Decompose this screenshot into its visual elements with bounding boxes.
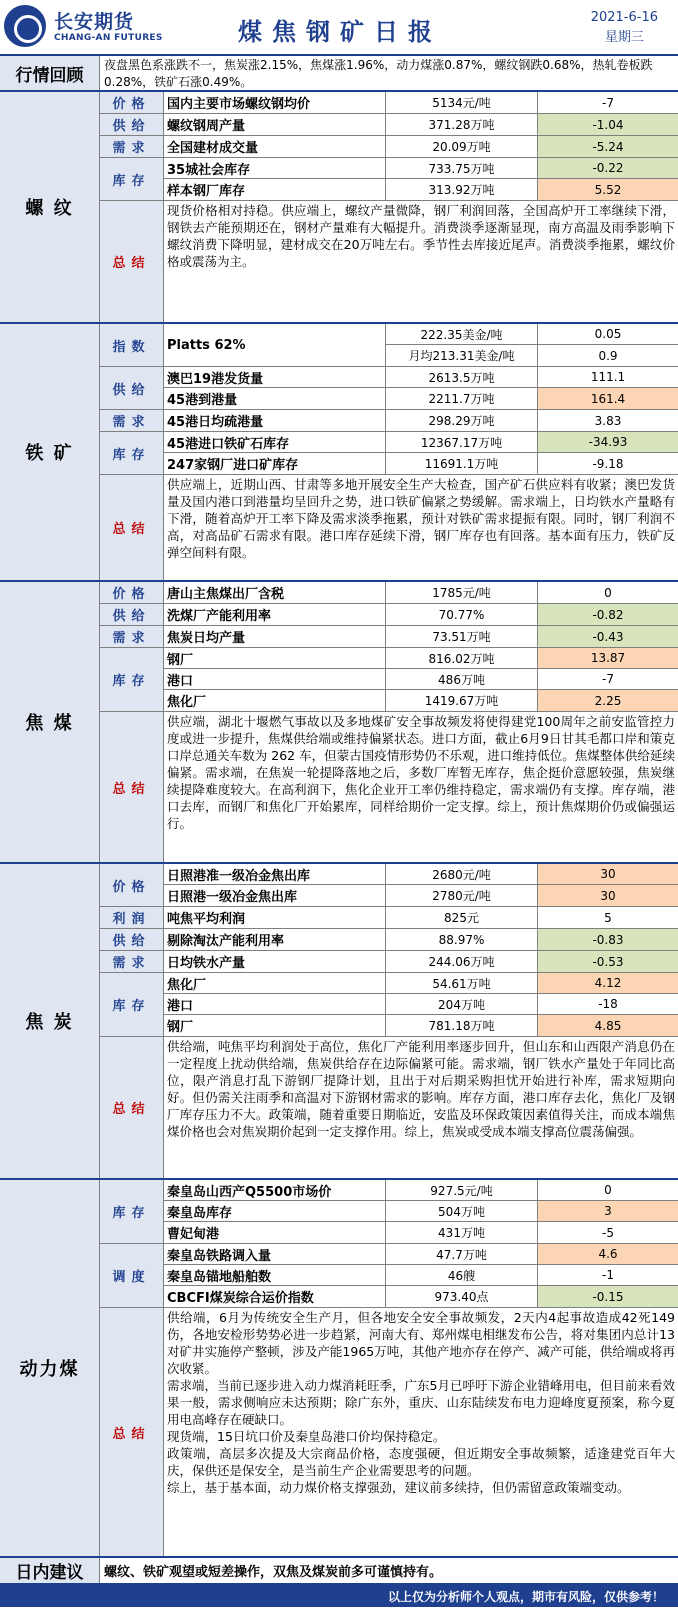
item-name: CBCFI煤炭综合运价指数 <box>164 1286 386 1307</box>
table-row <box>164 864 678 885</box>
group-supply <box>100 929 678 951</box>
summary-label: 总结 <box>100 475 164 580</box>
table-row <box>164 690 678 711</box>
section-iron-ore <box>0 324 678 582</box>
category-label: 价格 <box>100 92 164 113</box>
item-value: 431万吨 <box>386 1222 538 1243</box>
summary-paragraph: 需求端，当前已逐步进入动力煤消耗旺季，广东5月已呼吁下游企业错峰用电，但目前来看效果一般，需求侧响应未达预期；除广东外，重庆、山东陆续发布电力迎峰度夏预案，称今夏用电高峰存在硬缺口。 <box>167 1378 675 1427</box>
group-demand <box>100 410 678 432</box>
summary-label: 总结 <box>100 201 164 322</box>
summary-text: 供给端，吨焦平均利润处于高位，焦化厂产能利用率逐步回升，但山东和山西限产消息仍在一定程度上扰动供给端，焦炭供给存在边际偏紧可能。需求端，钢厂铁水产量处于年同比高位，限产消息打乱下游钢厂提降计划，且出于对后期采购担忧开始进行补库，需求短期向好。但仍需关注雨季和高温对下游钢材需求的影响。库存方面，港口库存去化，焦化厂及钢厂库存压力不大。政策端，随着重要日期临近，安监及环保政策因素值得关注，而成本端焦煤价格也会对焦炭期价起到一定支撑作用。综上，焦炭或受成本端支撑高位震荡偏强。 <box>167 1039 675 1139</box>
item-value: 298.29万吨 <box>386 410 538 431</box>
category-label: 指数 <box>100 324 164 366</box>
item-change: -0.83 <box>538 929 678 950</box>
report-date: 2021-6-16 <box>590 10 658 25</box>
market-review <box>0 56 678 92</box>
item-change: 0 <box>604 1183 612 1197</box>
item-value: 2613.5万吨 <box>386 367 538 387</box>
category-label: 供给 <box>100 367 164 409</box>
item-change: -5.24 <box>538 136 678 157</box>
item-change: 4.85 <box>538 1015 678 1036</box>
item-value: 313.92万吨 <box>386 179 538 200</box>
item-name: 吨焦平均利润 <box>164 907 386 928</box>
item-name: 钢厂 <box>164 1015 386 1036</box>
item-change: -1.04 <box>538 114 678 135</box>
item-value: 11691.1万吨 <box>386 453 538 474</box>
item-change: -0.53 <box>538 951 678 972</box>
table-row <box>164 994 678 1015</box>
report-header <box>0 0 678 56</box>
item-value: 204万吨 <box>386 994 538 1014</box>
category-label: 调度 <box>100 1244 164 1307</box>
summary-label: 总结 <box>100 1037 164 1178</box>
category-label: 利润 <box>100 907 164 928</box>
item-name: 澳巴19港发货量 <box>164 367 386 387</box>
group-price <box>100 864 678 907</box>
summary-text: 供应端，湖北十堰燃气事故以及多地煤矿安全事故频发将使得建党100周年之前安监管控力度或进一步提升，焦煤供给端或维持偏紧状态。进口方面，截止6月9日甘其毛都口岸和策克口岸总通关车数为 262 车，但蒙古国疫情形势仍不乐观，进口维持低位。焦煤整体供给延续偏紧。需求端，在焦炭一轮提降落地之后，多数厂库暂无库存，焦企挺价意愿较强，焦炭继续提降难度较大。在高利润下，焦化企业开工率仍维持稳定，需求端仍有支撑。库存端，港口去库，而钢厂和焦化厂开始累库，同样给期价一定支撑。综上，预计焦煤期价仍或偏强运行。 <box>167 714 675 831</box>
summary-block <box>100 201 678 322</box>
table-row <box>164 885 678 906</box>
summary-block <box>100 712 678 862</box>
summary-block <box>100 1037 678 1178</box>
category-label: 库存 <box>100 648 164 711</box>
section-title-coke: 焦 炭 <box>0 864 100 1178</box>
item-value: 2680元/吨 <box>386 864 538 884</box>
item-value: 88.97% <box>386 929 538 950</box>
table-row <box>164 1244 678 1265</box>
table-row <box>164 582 678 603</box>
group-demand <box>100 951 678 973</box>
table-row <box>164 179 678 200</box>
section-title-iron-ore: 铁 矿 <box>0 324 100 580</box>
item-change: 13.87 <box>538 648 678 668</box>
category-label: 供给 <box>100 604 164 625</box>
section-title-thermal-coal: 动力煤 <box>0 1180 100 1556</box>
item-change: -1 <box>602 1268 614 1282</box>
item-value: 12367.17万吨 <box>386 432 538 452</box>
item-name: 样本钢厂库存 <box>164 179 386 200</box>
item-name: 螺纹钢周产量 <box>164 114 386 135</box>
disclaimer-footer <box>0 1585 678 1607</box>
item-value: 2211.7万吨 <box>386 388 538 409</box>
table-row <box>164 367 678 388</box>
item-value: 5134元/吨 <box>386 92 538 113</box>
item-name: 日均铁水产量 <box>164 951 386 972</box>
category-label: 需求 <box>100 136 164 157</box>
table-row <box>164 626 678 647</box>
item-change: -18 <box>598 997 618 1011</box>
item-value: 月均213.31美金/吨 <box>386 345 538 366</box>
item-change: 5.52 <box>538 179 678 200</box>
item-name: 剔除淘汰产能利用率 <box>164 929 386 950</box>
category-label: 库存 <box>100 158 164 200</box>
table-row <box>164 951 678 972</box>
section-title-coking-coal: 焦 煤 <box>0 582 100 862</box>
item-value: 70.77% <box>386 604 538 625</box>
item-name: 日照港一级冶金焦出库 <box>164 885 386 906</box>
group-price <box>100 582 678 604</box>
intraday-advice <box>0 1558 678 1585</box>
table-row <box>164 432 678 453</box>
category-label: 需求 <box>100 951 164 972</box>
group-inventory <box>100 648 678 712</box>
item-name: 秦皇岛山西产Q5500市场价 <box>164 1180 386 1200</box>
item-change: 161.4 <box>538 388 678 409</box>
item-value: 486万吨 <box>386 669 538 689</box>
group-profit <box>100 907 678 929</box>
summary-paragraph: 综上，基于基本面，动力煤价格支撑强劲，建议前多续持，但仍需留意政策端变动。 <box>167 1480 630 1495</box>
item-value: 825元 <box>386 907 538 928</box>
item-change: 30 <box>538 885 678 906</box>
item-name: 焦炭日均产量 <box>164 626 386 647</box>
category-label: 供给 <box>100 114 164 135</box>
table-row <box>164 114 678 135</box>
category-label: 价格 <box>100 582 164 603</box>
item-value: 781.18万吨 <box>386 1015 538 1036</box>
item-name: 日照港准一级冶金焦出库 <box>164 864 386 884</box>
table-row <box>164 604 678 625</box>
company-logo <box>4 4 174 52</box>
table-row <box>164 669 678 690</box>
report-date-block <box>591 8 658 48</box>
item-value: 927.5元/吨 <box>386 1180 538 1200</box>
item-name: 秦皇岛锚地船舶数 <box>164 1265 386 1285</box>
table-row <box>164 453 678 474</box>
item-change: -0.82 <box>538 604 678 625</box>
section-coke <box>0 864 678 1180</box>
item-change: -7 <box>602 95 614 110</box>
group-inventory <box>100 973 678 1037</box>
item-name: 45港进口铁矿石库存 <box>164 432 386 452</box>
item-value: 47.7万吨 <box>386 1244 538 1264</box>
logo-emblem-icon <box>4 5 46 47</box>
summary-text <box>164 1308 678 1556</box>
logo-text-cn: 长安期货 <box>54 11 135 33</box>
summary-text: 现货价格相对持稳。供应端上，螺纹产量微降，钢厂利润回落，全国高炉开工率继续下滑，钢铁去产能预期还在，钢材产量难有大幅提升。消费淡季逐渐显现，南方高温及雨季影响下螺纹消费下降明显，建材成交在20万吨左右。季节性去库接近尾声。消费淡季拖累，螺纹价格或震荡为主。 <box>167 203 675 269</box>
item-change: 2.25 <box>538 690 678 711</box>
logo-text-en: CHANG-AN FUTURES <box>54 33 163 43</box>
report-title: 煤焦钢矿日报 <box>238 18 442 46</box>
item-value: 73.51万吨 <box>386 626 538 647</box>
table-row <box>164 1180 678 1201</box>
item-change: -0.15 <box>538 1286 678 1307</box>
table-row <box>164 388 678 409</box>
item-name: 247家钢厂进口矿库存 <box>164 453 386 474</box>
group-inventory <box>100 1180 678 1244</box>
summary-paragraph: 供给端，6月为传统安全生产月，但各地安全安全事故频发，2天内4起事故造成42死149伤，各地安检形势势必进一步趋紧，河南大有、郑州煤电相继发布公告，将对集团内总计13对矿井实施停产整顿，涉及产能1965万吨，其他产地亦存在停产、减产可能，供给端或将再次收紧。 <box>167 1310 675 1376</box>
table-row <box>164 158 678 179</box>
item-name: 秦皇岛铁路调入量 <box>164 1244 386 1264</box>
summary-label: 总结 <box>100 712 164 862</box>
category-label: 供给 <box>100 929 164 950</box>
table-row <box>164 1265 678 1286</box>
report-weekday: 星期三 <box>604 30 644 45</box>
item-change: -9.18 <box>592 456 624 471</box>
summary-block <box>100 475 678 580</box>
table-row <box>386 324 678 345</box>
item-name: 35城社会库存 <box>164 158 386 178</box>
group-supply <box>100 367 678 410</box>
summary-paragraph: 政策端，高层多次提及大宗商品价格，态度强硬，但近期安全事故频繁，适逢建党百年大庆，保供还是保安全，是当前生产企业需要思考的问题。 <box>167 1446 675 1478</box>
summary-paragraph: 现货端，15日坑口价及秦皇岛港口价均保持稳定。 <box>167 1429 446 1444</box>
table-row <box>164 136 678 157</box>
item-change: -0.22 <box>538 158 678 178</box>
item-value: 973.40点 <box>386 1286 538 1307</box>
intraday-advice-label: 日内建议 <box>0 1558 100 1583</box>
section-coking-coal <box>0 582 678 864</box>
category-label: 需求 <box>100 410 164 431</box>
item-change: -34.93 <box>538 432 678 452</box>
item-name: 唐山主焦煤出厂含税 <box>164 582 386 603</box>
category-label: 库存 <box>100 1180 164 1243</box>
summary-block <box>100 1308 678 1556</box>
table-row <box>164 1222 678 1243</box>
section-thermal-coal <box>0 1180 678 1558</box>
table-row <box>164 907 678 928</box>
intraday-advice-text: 螺纹、铁矿观望或短差操作，双焦及煤炭前多可谨慎持有。 <box>104 1565 443 1580</box>
item-change: 4.12 <box>538 973 678 993</box>
item-value: 222.35美金/吨 <box>386 324 538 344</box>
table-row <box>164 1286 678 1307</box>
table-row <box>164 92 678 113</box>
item-name: 钢厂 <box>164 648 386 668</box>
item-value: 54.61万吨 <box>386 973 538 993</box>
item-name: Platts 62% <box>164 324 386 366</box>
item-name: 曹妃甸港 <box>164 1222 386 1243</box>
table-row <box>164 1015 678 1036</box>
category-label: 需求 <box>100 626 164 647</box>
item-name: 国内主要市场螺纹钢均价 <box>164 92 386 113</box>
group-demand <box>100 136 678 158</box>
item-value: 1785元/吨 <box>386 582 538 603</box>
group-price <box>100 92 678 114</box>
summary-label: 总结 <box>100 1308 164 1556</box>
category-label: 价格 <box>100 864 164 906</box>
item-change: -0.43 <box>538 626 678 647</box>
group-index <box>100 324 678 367</box>
item-value: 816.02万吨 <box>386 648 538 668</box>
section-rebar <box>0 92 678 324</box>
item-change: -5 <box>602 1225 614 1240</box>
category-label: 库存 <box>100 432 164 474</box>
item-change: 5 <box>604 910 612 925</box>
item-change: 0.9 <box>598 348 618 363</box>
table-row <box>386 345 678 366</box>
item-name: 秦皇岛库存 <box>164 1201 386 1221</box>
table-row <box>164 973 678 994</box>
item-value: 244.06万吨 <box>386 951 538 972</box>
item-name: 焦化厂 <box>164 973 386 993</box>
item-value: 2780元/吨 <box>386 885 538 906</box>
item-change: 30 <box>538 864 678 884</box>
item-name: 焦化厂 <box>164 690 386 711</box>
table-row <box>164 648 678 669</box>
disclaimer-text: 以上仅为分析师个人观点，期市有风险，仅供参考！ <box>387 1589 664 1604</box>
market-review-label: 行情回顾 <box>0 56 100 90</box>
table-row <box>164 410 678 431</box>
table-row <box>164 929 678 950</box>
item-change: -7 <box>602 672 614 686</box>
item-value: 504万吨 <box>386 1201 538 1221</box>
item-name: 洗煤厂产能利用率 <box>164 604 386 625</box>
item-change: 111.1 <box>590 370 626 384</box>
item-name: 港口 <box>164 669 386 689</box>
item-value: 46艘 <box>386 1265 538 1285</box>
item-value: 371.28万吨 <box>386 114 538 135</box>
item-value: 1419.67万吨 <box>386 690 538 711</box>
item-name: 港口 <box>164 994 386 1014</box>
item-change: 4.6 <box>538 1244 678 1264</box>
group-inventory <box>100 432 678 475</box>
section-title-rebar: 螺 纹 <box>0 92 100 322</box>
item-name: 45港到港量 <box>164 388 386 409</box>
group-supply <box>100 114 678 136</box>
item-name: 全国建材成交量 <box>164 136 386 157</box>
table-row <box>164 1201 678 1222</box>
group-supply <box>100 604 678 626</box>
item-value: 733.75万吨 <box>386 158 538 178</box>
category-label: 库存 <box>100 973 164 1036</box>
item-name: 45港日均疏港量 <box>164 410 386 431</box>
summary-text: 供应端上，近期山西、甘肃等多地开展安全生产大检查，国产矿石供应料有收紧；澳巴发货量及国内港口到港量均呈回升之势，进口铁矿偏紧之势缓解。需求端上，日均铁水产量略有下滑，随着高炉开工率下降及需求淡季拖累，预计对铁矿需求提振有限。同时，钢厂利润不高，对高品矿石需求有限。港口库存延续下滑，钢厂库存也有回落。基本面有压力，铁矿反弹空间料有限。 <box>167 477 675 560</box>
group-dispatch <box>100 1244 678 1308</box>
item-change: 0.05 <box>594 327 622 341</box>
item-change: 3.83 <box>594 413 622 428</box>
item-change: 0 <box>604 585 612 600</box>
item-change: 3 <box>538 1201 678 1221</box>
group-demand <box>100 626 678 648</box>
item-value: 20.09万吨 <box>386 136 538 157</box>
market-review-text: 夜盘黑色系涨跌不一，焦炭涨2.15%，焦煤涨1.96%，动力煤涨0.87%，螺纹钢跌0.68%，热轧卷板跌0.28%，铁矿石涨0.49%。 <box>104 58 653 89</box>
group-inventory <box>100 158 678 201</box>
